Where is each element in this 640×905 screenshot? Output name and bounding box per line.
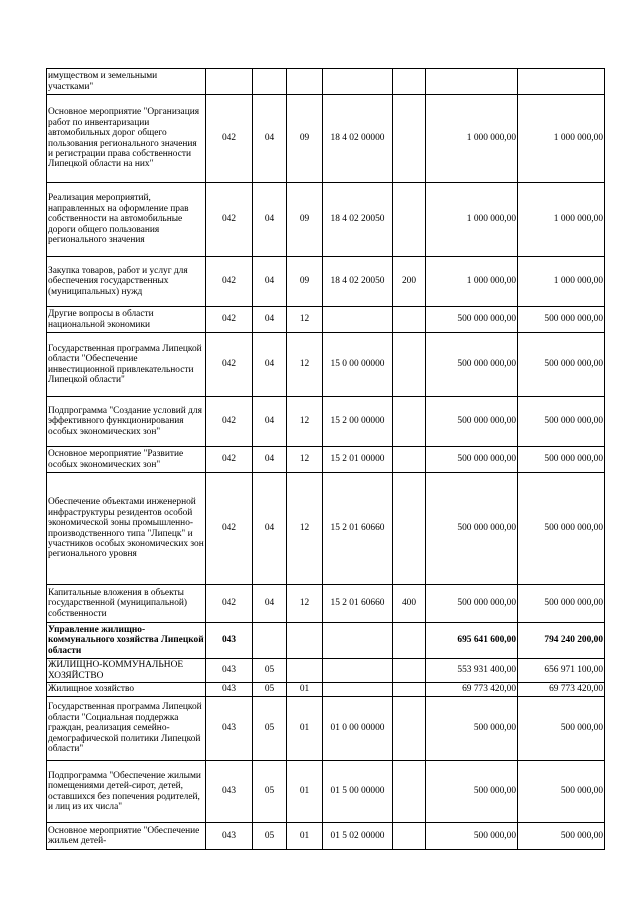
ved-code: 042	[206, 473, 253, 585]
section-code: 04	[253, 183, 287, 257]
expense-type-code	[393, 659, 426, 683]
row-name: ЖИЛИЩНО-КОММУНАЛЬНОЕ ХОЗЯЙСТВО	[47, 659, 206, 683]
ved-code: 042	[206, 257, 253, 307]
subsection-code: 01	[287, 761, 323, 823]
expense-type-code	[393, 95, 426, 183]
amount-year-2: 500 000,00	[518, 761, 605, 823]
table-row	[47, 823, 605, 850]
row-name: имуществом и земельными участками"	[47, 69, 206, 95]
section-code: 05	[253, 823, 287, 850]
amount-year-2: 500 000 000,00	[518, 447, 605, 473]
subsection-code: 09	[287, 183, 323, 257]
amount-year-2: 500 000 000,00	[518, 397, 605, 447]
ved-code: 042	[206, 397, 253, 447]
subsection-code: 01	[287, 697, 323, 761]
row-name: Управление жилищно-коммунального хозяйства Липецкой области	[47, 623, 206, 659]
amount-year-1: 695 641 600,00	[426, 623, 518, 659]
table-row	[47, 257, 605, 307]
section-code: 04	[253, 397, 287, 447]
subsection-code: 01	[287, 823, 323, 850]
table-row	[47, 333, 605, 397]
amount-year-2: 500 000 000,00	[518, 333, 605, 397]
section-code: 04	[253, 307, 287, 333]
section-code: 05	[253, 659, 287, 683]
table-body	[47, 69, 605, 850]
amount-year-1: 1 000 000,00	[426, 95, 518, 183]
subsection-code: 12	[287, 447, 323, 473]
row-name: Подпрограмма "Обеспечение жилыми помещениями детей-сирот, детей, оставшихся без попечения родителей, и лиц из их числа"	[47, 761, 206, 823]
section-code: 04	[253, 333, 287, 397]
table-row	[47, 659, 605, 683]
ved-code: 043	[206, 697, 253, 761]
table-row	[47, 447, 605, 473]
amount-year-2: 69 773 420,00	[518, 683, 605, 697]
target-article-code	[323, 659, 393, 683]
section-code	[253, 69, 287, 95]
expense-type-code	[393, 761, 426, 823]
amount-year-1	[426, 69, 518, 95]
table-row	[47, 697, 605, 761]
amount-year-1: 500 000,00	[426, 823, 518, 850]
amount-year-1: 500 000,00	[426, 697, 518, 761]
amount-year-1: 500 000,00	[426, 761, 518, 823]
target-article-code: 18 4 02 20050	[323, 257, 393, 307]
expense-type-code: 200	[393, 257, 426, 307]
target-article-code: 15 2 01 60660	[323, 585, 393, 623]
section-code	[253, 623, 287, 659]
section-code: 04	[253, 473, 287, 585]
table-row	[47, 761, 605, 823]
amount-year-1: 553 931 400,00	[426, 659, 518, 683]
subsection-code	[287, 623, 323, 659]
target-article-code: 15 2 01 60660	[323, 473, 393, 585]
target-article-code: 15 0 00 00000	[323, 333, 393, 397]
table-row-department	[47, 623, 605, 659]
target-article-code	[323, 307, 393, 333]
expense-type-code	[393, 697, 426, 761]
row-name: Капитальные вложения в объекты государственной (муниципальной) собственности	[47, 585, 206, 623]
target-article-code: 18 4 02 20050	[323, 183, 393, 257]
amount-year-2: 794 240 200,00	[518, 623, 605, 659]
ved-code: 043	[206, 761, 253, 823]
row-name: Закупка товаров, работ и услуг для обеспечения государственных (муниципальных) нужд	[47, 257, 206, 307]
amount-year-1: 500 000 000,00	[426, 473, 518, 585]
subsection-code	[287, 659, 323, 683]
row-name: Подпрограмма "Создание условий для эффективного функционирования особых экономических зон"	[47, 397, 206, 447]
target-article-code: 18 4 02 00000	[323, 95, 393, 183]
amount-year-2: 500 000,00	[518, 697, 605, 761]
subsection-code	[287, 69, 323, 95]
row-name: Обеспечение объектами инженерной инфраструктуры резидентов особой экономической зоны промышленно-производственного типа "Липецк" и участников особых экономических зон регионального уровня	[47, 473, 206, 585]
row-name: Реализация мероприятий, направленных на оформление прав собственности на автомобильные дороги общего пользования регионального значения	[47, 183, 206, 257]
table-row	[47, 585, 605, 623]
amount-year-1: 500 000 000,00	[426, 397, 518, 447]
ved-code: 042	[206, 585, 253, 623]
ved-code: 043	[206, 659, 253, 683]
amount-year-2: 500 000 000,00	[518, 585, 605, 623]
table-row	[47, 307, 605, 333]
amount-year-1: 500 000 000,00	[426, 333, 518, 397]
amount-year-1: 69 773 420,00	[426, 683, 518, 697]
subsection-code: 01	[287, 683, 323, 697]
row-name: Основное мероприятие "Обеспечение жильем детей-	[47, 823, 206, 850]
row-name: Другие вопросы в области национальной экономики	[47, 307, 206, 333]
table-row	[47, 69, 605, 95]
table-row	[47, 95, 605, 183]
amount-year-1: 1 000 000,00	[426, 257, 518, 307]
expense-type-code	[393, 397, 426, 447]
expense-type-code	[393, 307, 426, 333]
expense-type-code	[393, 333, 426, 397]
table-row	[47, 473, 605, 585]
section-code: 05	[253, 761, 287, 823]
expense-type-code	[393, 183, 426, 257]
expense-type-code	[393, 69, 426, 95]
target-article-code: 01 5 00 00000	[323, 761, 393, 823]
row-name: Жилищное хозяйство	[47, 683, 206, 697]
table-row	[47, 397, 605, 447]
amount-year-2: 1 000 000,00	[518, 183, 605, 257]
subsection-code: 12	[287, 585, 323, 623]
ved-code: 043	[206, 683, 253, 697]
section-code: 04	[253, 447, 287, 473]
amount-year-2: 1 000 000,00	[518, 95, 605, 183]
amount-year-1: 1 000 000,00	[426, 183, 518, 257]
ved-code: 042	[206, 307, 253, 333]
expense-type-code	[393, 683, 426, 697]
target-article-code	[323, 623, 393, 659]
subsection-code: 12	[287, 333, 323, 397]
ved-code	[206, 69, 253, 95]
expense-type-code: 400	[393, 585, 426, 623]
section-code: 05	[253, 683, 287, 697]
table-row	[47, 183, 605, 257]
section-code: 05	[253, 697, 287, 761]
subsection-code: 12	[287, 307, 323, 333]
row-name: Государственная программа Липецкой области "Социальная поддержка граждан, реализация семейно-демографической политики Липецкой области"	[47, 697, 206, 761]
ved-code: 042	[206, 95, 253, 183]
amount-year-1: 500 000 000,00	[426, 585, 518, 623]
amount-year-2: 500 000 000,00	[518, 473, 605, 585]
target-article-code	[323, 683, 393, 697]
ved-code: 043	[206, 623, 253, 659]
subsection-code: 09	[287, 95, 323, 183]
target-article-code: 01 0 00 00000	[323, 697, 393, 761]
table-row	[47, 683, 605, 697]
target-article-code: 15 2 00 00000	[323, 397, 393, 447]
section-code: 04	[253, 585, 287, 623]
amount-year-2	[518, 69, 605, 95]
subsection-code: 12	[287, 473, 323, 585]
amount-year-2: 1 000 000,00	[518, 257, 605, 307]
row-name: Основное мероприятие "Развитие особых экономических зон"	[47, 447, 206, 473]
expense-type-code	[393, 473, 426, 585]
amount-year-2: 500 000,00	[518, 823, 605, 850]
expense-type-code	[393, 447, 426, 473]
subsection-code: 09	[287, 257, 323, 307]
budget-table	[46, 68, 605, 850]
ved-code: 042	[206, 183, 253, 257]
amount-year-1: 500 000 000,00	[426, 447, 518, 473]
target-article-code: 01 5 02 00000	[323, 823, 393, 850]
expense-type-code	[393, 823, 426, 850]
section-code: 04	[253, 95, 287, 183]
expense-type-code	[393, 623, 426, 659]
ved-code: 043	[206, 823, 253, 850]
ved-code: 042	[206, 447, 253, 473]
section-code: 04	[253, 257, 287, 307]
ved-code: 042	[206, 333, 253, 397]
row-name: Основное мероприятие "Организация работ по инвентаризации автомобильных дорог общего пользования регионального значения и регистрации права собственности Липецкой области на них"	[47, 95, 206, 183]
target-article-code	[323, 69, 393, 95]
subsection-code: 12	[287, 397, 323, 447]
row-name: Государственная программа Липецкой области "Обеспечение инвестиционной привлекательности Липецкой области"	[47, 333, 206, 397]
amount-year-2: 500 000 000,00	[518, 307, 605, 333]
amount-year-2: 656 971 100,00	[518, 659, 605, 683]
target-article-code: 15 2 01 00000	[323, 447, 393, 473]
amount-year-1: 500 000 000,00	[426, 307, 518, 333]
